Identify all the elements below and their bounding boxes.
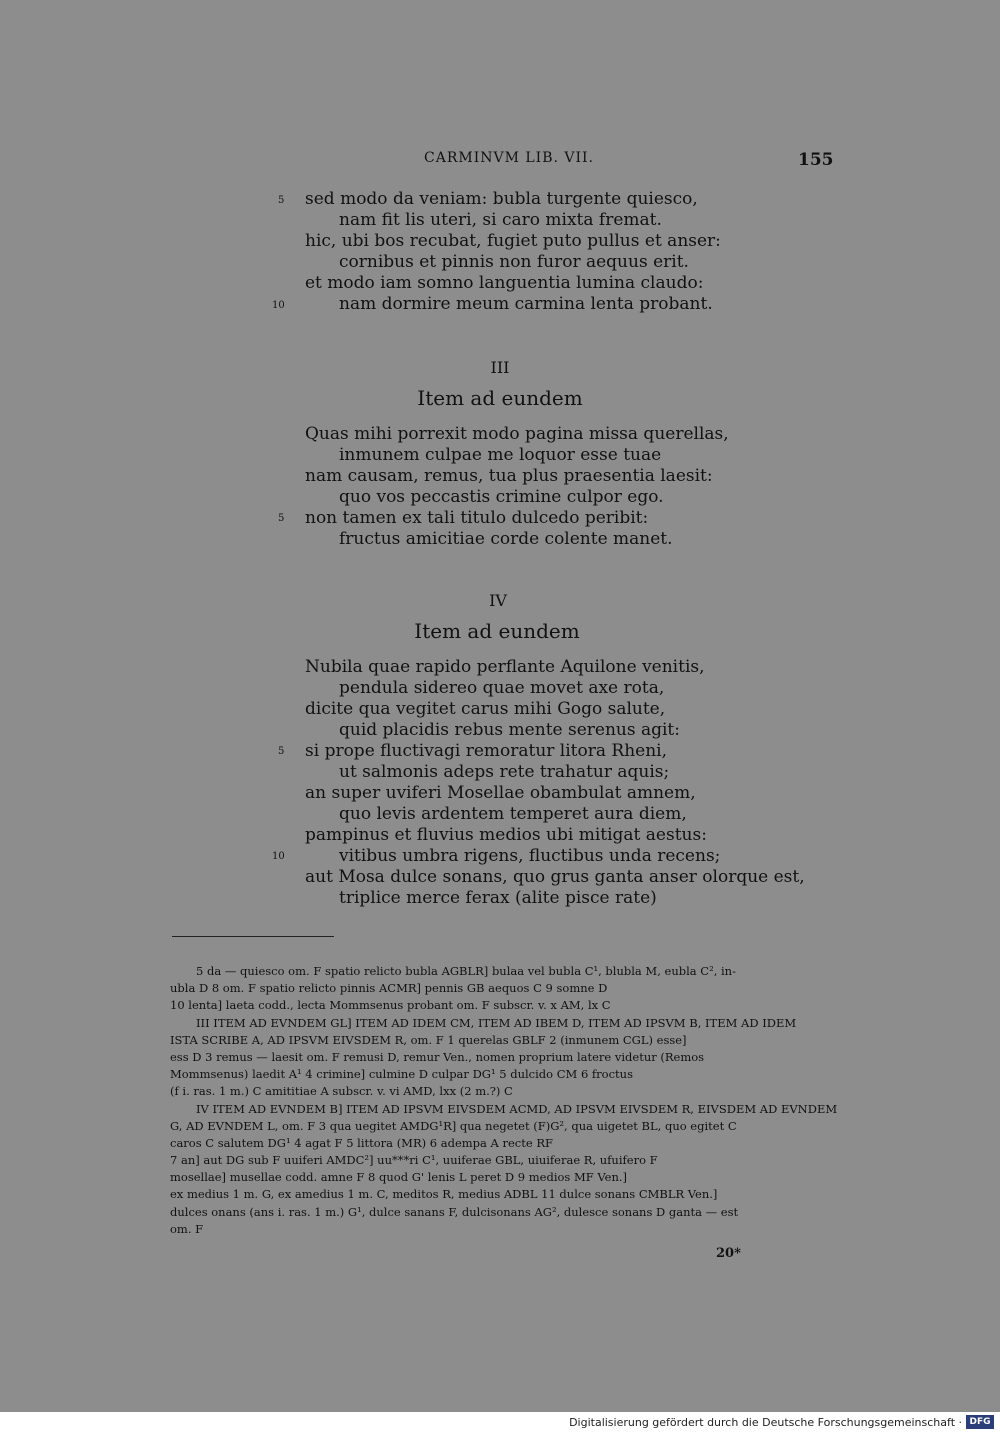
- funding-note: Digitalisierung gefördert durch die Deutsche Forschungsgemeinschaft ·: [569, 1416, 962, 1429]
- verse-line: dicite qua vegitet carus mihi Gogo salute,: [305, 699, 666, 719]
- verse-line: Quas mihi porrexit modo pagina missa querellas,: [305, 424, 729, 444]
- verse-line: si prope fluctivagi remoratur litora Rheni,: [305, 741, 668, 761]
- apparatus-line: dulces onans (ans i. ras. 1 m.) G¹, dulce sanans F, dulcisonans AG², dulesce sonans D ganta — est: [170, 1205, 739, 1219]
- apparatus-line: ISTA SCRIBE A, AD IPSVM EIVSDEM R, om. F 1 querelas GBLF 2 (inmunem CGL) esse]: [170, 1033, 687, 1047]
- verse-line: nam causam, remus, tua plus praesentia laesit:: [305, 466, 713, 486]
- section-title: Item ad eundem: [417, 386, 583, 410]
- apparatus-line: ubla D 8 om. F spatio relicto pinnis ACMR] pennis GB aequos C 9 somne D: [170, 981, 608, 995]
- page-number: 155: [798, 150, 834, 170]
- verse-line: nam dormire meum carmina lenta probant.: [339, 294, 713, 314]
- verse-line: fructus amicitiae corde colente manet.: [339, 529, 673, 549]
- section-title: Item ad eundem: [414, 619, 580, 643]
- line-number: 5: [278, 195, 285, 206]
- verse-line: vitibus umbra rigens, fluctibus unda recens;: [339, 846, 721, 866]
- line-number: 10: [272, 300, 285, 311]
- footer-bar: [0, 1412, 1000, 1434]
- apparatus-line: 10 lenta] laeta codd., lecta Mommsenus probant om. F subscr. v. x AM, lx C: [170, 998, 611, 1012]
- verse-line: Nubila quae rapido perflante Aquilone venitis,: [305, 657, 705, 677]
- verse-line: hic, ubi bos recubat, fugiet puto pullus et anser:: [305, 231, 721, 251]
- apparatus-line: Mommsenus) laedit A¹ 4 crimine] culmine D culpar DG¹ 5 dulcido CM 6 froctus: [170, 1067, 633, 1081]
- apparatus-line: ex medius 1 m. G, ex amedius 1 m. C, meditos R, medius ADBL 11 dulce sonans CMBLR Ven.]: [170, 1187, 718, 1201]
- line-number: 5: [278, 513, 285, 524]
- apparatus-line: IV ITEM AD EVNDEM B] ITEM AD IPSVM EIVSDEM ACMD, AD IPSVM EIVSDEM R, EIVSDEM AD EVNDEM: [196, 1102, 838, 1116]
- verse-line: cornibus et pinnis non furor aequus erit.: [339, 252, 689, 272]
- line-number: 10: [272, 851, 285, 862]
- verse-line: non tamen ex tali titulo dulcedo peribit:: [305, 508, 649, 528]
- section-numeral: IV: [489, 591, 507, 610]
- signature-mark: 20*: [716, 1246, 741, 1261]
- verse-line: quo vos peccastis crimine culpor ego.: [339, 487, 664, 507]
- apparatus-line: om. F: [170, 1222, 204, 1236]
- verse-line: ut salmonis adeps rete trahatur aquis;: [339, 762, 670, 782]
- apparatus-line: G, AD EVNDEM L, om. F 3 qua uegitet AMDG¹R] qua negetet (F)G², qua uigetet BL, quo egitet C: [170, 1119, 737, 1133]
- verse-line: nam fit lis uteri, si caro mixta fremat.: [339, 210, 662, 230]
- verse-line: quo levis ardentem temperet aura diem,: [339, 804, 687, 824]
- verse-line: quid placidis rebus mente serenus agit:: [339, 720, 680, 740]
- verse-line: triplice merce ferax (alite pisce rate): [339, 888, 657, 908]
- verse-line: inmunem culpae me loquor esse tuae: [339, 445, 662, 465]
- verse-line: an super uviferi Mosellae obambulat amnem,: [305, 783, 696, 803]
- dfg-logo-icon: DFG: [966, 1415, 994, 1429]
- apparatus-line: 5 da — quiesco om. F spatio relicto bubla AGBLR] bulaa vel bubla C¹, blubla M, eubla C², in-: [196, 964, 736, 978]
- line-number: 5: [278, 746, 285, 757]
- running-head: CARMINVM LIB. VII.: [424, 150, 595, 166]
- verse-line: sed modo da veniam: bubla turgente quiesco,: [305, 189, 698, 209]
- apparatus-line: (f i. ras. 1 m.) C amititiae A subscr. v. vi AMD, lxx (2 m.?) C: [170, 1084, 513, 1098]
- apparatus-line: III ITEM AD EVNDEM GL] ITEM AD IDEM CM, ITEM AD IBEM D, ITEM AD IPSVM B, ITEM AD IDEM: [196, 1016, 797, 1030]
- apparatus-line: mosellae] musellae codd. amne F 8 quod G' lenis L peret D 9 medios MF Ven.]: [170, 1170, 627, 1184]
- verse-line: aut Mosa dulce sonans, quo grus ganta anser olorque est,: [305, 867, 805, 887]
- apparatus-divider: [172, 936, 334, 937]
- verse-line: pendula sidereo quae movet axe rota,: [339, 678, 665, 698]
- verse-line: pampinus et fluvius medios ubi mitigat aestus:: [305, 825, 707, 845]
- apparatus-line: 7 an] aut DG sub F uuiferi AMDC²] uu***ri C¹, uuiferae GBL, uiuiferae R, ufuifero F: [170, 1153, 658, 1167]
- apparatus-line: ess D 3 remus — laesit om. F remusi D, remur Ven., nomen proprium latere videtur (Remos: [170, 1050, 705, 1064]
- verse-line: et modo iam somno languentia lumina claudo:: [305, 273, 704, 293]
- apparatus-line: caros C salutem DG¹ 4 agat F 5 littora (MR) 6 adempa A recte RF: [170, 1136, 553, 1150]
- section-numeral: III: [490, 358, 510, 377]
